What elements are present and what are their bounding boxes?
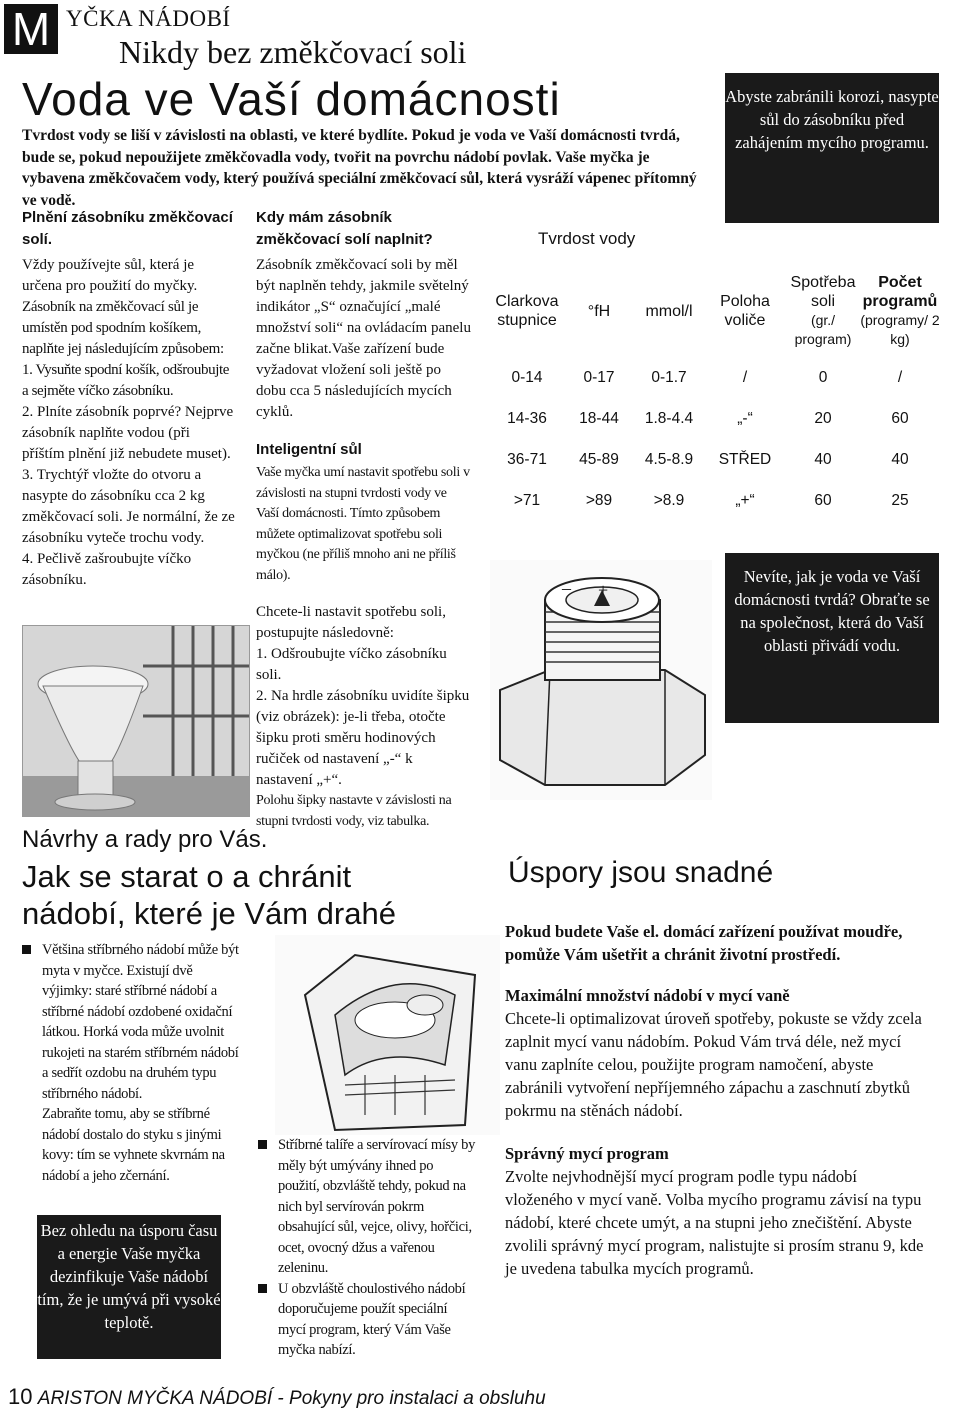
minus-mark: – xyxy=(562,578,571,598)
intro-paragraph xyxy=(22,125,712,211)
page-number: 10 xyxy=(8,1384,33,1409)
corrosion-note: Abyste zabránili korozi, nasypte sůl do zásobníku před zahájením mycího programu. xyxy=(725,87,939,152)
hardness-info-box xyxy=(725,553,939,723)
table-cell: 40 xyxy=(814,450,832,468)
table-cell: „-“ xyxy=(737,409,753,427)
table-cell: 4.5-8.9 xyxy=(644,450,694,468)
list-item xyxy=(258,1279,476,1361)
header-mmol: mmol/l xyxy=(645,302,693,320)
silver-tips-list-2 xyxy=(258,1135,476,1361)
salt-filling-p1: Vždy používejte sůl, která je určena pro použití do myčky. xyxy=(22,257,198,294)
tips-heading: Návrhy a rady pro Vás. xyxy=(22,826,268,853)
section-title: YČKA NÁDOBÍ xyxy=(66,6,231,31)
page-footer xyxy=(8,1384,546,1410)
hardness-table-title: Tvrdost vody xyxy=(538,229,636,248)
bullet-square-icon xyxy=(258,1284,267,1293)
header-clark: Clarkova stupnice xyxy=(495,293,559,329)
table-cell: 20 xyxy=(814,409,832,427)
table-row xyxy=(490,398,940,439)
salt-step-4: 4. Pečlivě zašroubujte víčko zásobníku. xyxy=(22,551,192,588)
table-row xyxy=(490,439,940,480)
header-fh: °fH xyxy=(587,302,611,320)
section-letter: M xyxy=(4,4,58,54)
table-cell: 40 xyxy=(891,450,909,468)
smart-salt-step-1: 1. Odšroubujte víčko zásobníku soli. xyxy=(256,646,447,683)
list-item xyxy=(22,940,244,1104)
salt-container-photo xyxy=(22,625,250,817)
table-cell: 14-36 xyxy=(507,409,547,427)
silver-tips-list xyxy=(22,940,244,1186)
salt-filling-heading: Plnění zásobníku změkčovací solí. xyxy=(22,209,233,248)
header-programs xyxy=(860,265,940,357)
salt-filling-p2: Zásobník na změkčovací sůl je umístěn pod spodním košíkem, naplňte jej následujícím způsobem: xyxy=(22,299,224,357)
header-programs-unit: (programy/ 2 kg) xyxy=(860,312,940,347)
table-cell: STŘED xyxy=(718,450,772,468)
table-row xyxy=(490,357,940,398)
salt-step-3: 3. Trychtýř vložte do otvoru a nasypte do zásobníku cca 2 kg změkčovací soli. Je normální, že ze zásobníku vyteče trochu vody. xyxy=(22,467,235,546)
tips-title-line-1: Jak se starat o a chránit xyxy=(22,859,352,894)
hardness-table xyxy=(490,265,940,521)
salt-cap-illustration xyxy=(490,560,712,800)
subheading: Nikdy bez změkčovací soli xyxy=(119,34,467,70)
table-cell: / xyxy=(897,368,903,386)
smart-salt-p2: Vaše myčka umí nastavit spotřebu soli v závislosti na stupni tvrdosti vody ve Vaší domácnosti. Tímto způsobem můžete optimalizovat spotřebu soli myčkou (ne příliš mnoho ani ne příliš málo). xyxy=(256,465,470,583)
salt-step-1: 1. Vysuňte spodní košík, odšroubujte a sejměte víčko zásobníku. xyxy=(22,362,229,399)
savings-p1: Chcete-li optimalizovat úroveň spotřeby, pokuste se vždy zcela zaplnit mycí vanu nádobím. Pokud Vám trvá déle, než mycí vanu zaplníte celou, použijte program namočení, abyste zabránili vytvoření nepříjemného zápachu a zaschnutí zbytků pokrmu na stěnách nádobí. xyxy=(505,1009,922,1120)
smart-salt-step-2: 2. Na hrdle zásobníku uvidíte šipku (viz obrázek): je-li třeba, otočte šipku proti směru hodinových ručiček od nastavení „-“ k nastavení „+“. xyxy=(256,688,470,788)
table-row xyxy=(490,480,940,521)
silver-tip-1: Většina stříbrného nádobí může být myta v myčce. Existují dvě výjimky: staré stříbrné nádobí a stříbrné nádobí ozdobené oxidační látkou. Horká voda může uvolnit rukojeti na starém stříbrném nádobí a sedřít ozdobu na druhém typu stříbrného nádobí. xyxy=(42,942,239,1102)
table-cell: >8.9 xyxy=(653,491,685,509)
table-cell: 0-1.7 xyxy=(651,368,687,386)
savings-lead: Pokud budete Vaše el. domácí zařízení používat moudře, pomůže Vám ušetřit a chránit životní prostředí. xyxy=(505,922,903,964)
bullet-square-icon xyxy=(258,1140,267,1149)
savings-subheading-1: Maximální množství nádobí v mycí vaně xyxy=(505,986,790,1005)
header-salt-consumption-unit: (gr./ program) xyxy=(794,312,852,347)
table-cell: 18-44 xyxy=(579,409,619,427)
tips-title xyxy=(22,858,396,932)
hardness-info-note: Nevíte, jak je voda ve Vaší domácnosti tvrdá? Obraťte se na společnost, která do Vaší oblasti přivádí vodu. xyxy=(734,567,930,655)
table-cell: „+“ xyxy=(735,491,755,509)
table-cell: 0 xyxy=(818,368,828,386)
table-cell: 0-17 xyxy=(583,368,615,386)
salt-container-illustration xyxy=(23,626,249,816)
table-cell: >71 xyxy=(513,491,541,509)
table-cell: 60 xyxy=(814,491,832,509)
salt-refill-p1: Zásobník změkčovací soli by měl být naplněn tehdy, jakmile světelný indikátor „S“ označující „malé množství soli“ na ovládacím panelu začne blikat.Vaše zařízení bude vyžadovat vložení soli ještě po dobu cca 5 následujících mycích cyklů. xyxy=(256,257,471,420)
plus-mark: + xyxy=(598,580,609,600)
smart-salt-heading: Inteligentní sůl xyxy=(256,441,362,458)
silver-tip-3: U obzvláště choulostivého nádobí doporučujeme použít speciální mycí program, který Vám Vaše myčka nabízí. xyxy=(278,1280,466,1358)
bullet-square-icon xyxy=(22,945,31,954)
disinfect-note: Bez ohledu na úsporu času a energie Vaše myčka dezinfikuje Vaše nádobí tím, že je umývá při vysoké teplotě. xyxy=(37,1221,221,1332)
dishwasher-drawing xyxy=(275,935,500,1135)
table-cell: 1.8-4.4 xyxy=(644,409,694,427)
savings-heading: Úspory jsou snadné xyxy=(508,856,774,889)
footer-text: ARISTON MYČKA NÁDOBÍ - Pokyny pro instalaci a obsluhu xyxy=(37,1388,546,1409)
dishwasher-illustration xyxy=(275,935,500,1135)
table-cell: 60 xyxy=(891,409,909,427)
table-cell: 36-71 xyxy=(507,450,547,468)
table-cell: / xyxy=(742,368,748,386)
savings-subheading-2: Správný mycí program xyxy=(505,1144,669,1163)
list-item xyxy=(22,1104,244,1186)
salt-refill-column xyxy=(256,207,472,832)
hardness-table-header xyxy=(490,265,940,357)
header-salt-consumption-title: Spotřeba soli xyxy=(790,274,856,310)
salt-step-2: 2. Plníte zásobník poprvé? Nejprve zásobník naplňte vodou (při příštím plnění již nebudete muset). xyxy=(22,404,234,462)
page-title: Voda ve Vaší domácnosti xyxy=(22,73,561,125)
disinfect-box xyxy=(37,1215,221,1359)
salt-filling-column xyxy=(22,207,236,591)
list-item xyxy=(258,1135,476,1279)
salt-refill-heading: Kdy mám zásobník změkčovací solí naplnit? xyxy=(256,209,433,248)
intro-text: Tvrdost vody se liší v závislosti na oblasti, ve které bydlíte. Pokud je voda ve Vaší domácnosti tvrdá, bude se, pokud nepoužijete změkčovadla vody, tvořit na povrchu nádobí povlak. Vaše myčka je vybavena změkčovačem vody, který používá speciální změkčovací sůl, která vysráží vápenec přítomný ve vodě. xyxy=(22,127,697,209)
smart-salt-p4: Polohu šipky nastavte v závislosti na stupni tvrdosti vody, viz tabulka. xyxy=(256,793,452,829)
header-programs-title: Počet programů xyxy=(862,274,938,310)
table-cell: >89 xyxy=(585,491,613,509)
table-cell: 45-89 xyxy=(579,450,619,468)
corrosion-note-box xyxy=(725,73,939,223)
tips-title-line-2: nádobí, které je Vám drahé xyxy=(22,896,396,931)
header-selector: Poloha voliče xyxy=(720,293,770,329)
table-cell: 0-14 xyxy=(511,368,543,386)
silver-tip-1b: Zabraňte tomu, aby se stříbrné nádobí dostalo do styku s jinými kovy: tím se vyhnete skvrnám na nádobí a jeho zčernání. xyxy=(42,1106,225,1184)
header-salt-consumption xyxy=(786,265,860,357)
silver-tip-2: Stříbrné talíře a servírovací mísy by měly být umývány ihned po použití, obzvláště tehdy, pokud na nich byl servírován pokrm obsahující sůl, vejce, olivy, hořčici, ocet, ovocný džus a vařenou zeleninu. xyxy=(278,1137,476,1276)
table-cell: 25 xyxy=(891,491,909,509)
smart-salt-p3: Chcete-li nastavit spotřebu soli, postupujte následovně: xyxy=(256,604,446,641)
savings-p2: Zvolte nejvhodnější mycí program podle typu nádobí vloženého v mycí vaně. Volba mycího programu závisí na typu nádobí, které chcete umýt, a na stupni jeho znečištění. Abyste zvolili správný mycí program, nalistujte si prosím stranu 9, kde je uvedena tabulka mycích programů. xyxy=(505,1167,924,1278)
savings-column xyxy=(505,920,925,1280)
